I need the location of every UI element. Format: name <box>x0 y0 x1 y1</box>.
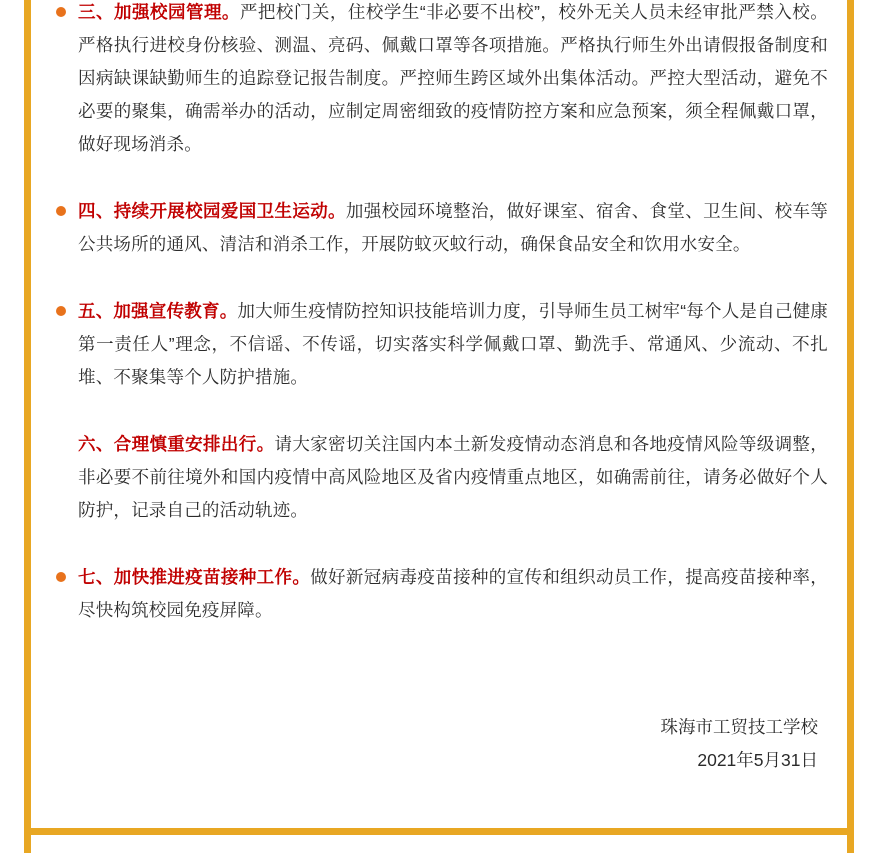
notice-paragraph-7 <box>48 561 828 627</box>
paragraph-text: 请大家密切关注国内本土新发疫情动态消息和各地疫情风险等级调整，非必要不前往境外和国内疫情中高风险地区及省内疫情重点地区，如确需前往，请务必做好个人防护，记录自己的活动轨迹。 <box>78 434 828 520</box>
frame-border-left <box>24 0 31 853</box>
paragraph-text: 做好新冠病毒疫苗接种的宣传和组织动员工作，提高疫苗接种率，尽快构筑校园免疫屏障。 <box>78 567 828 620</box>
frame-border-right <box>847 0 854 853</box>
notice-paragraph-4 <box>48 195 828 261</box>
signature-date: 2021年5月31日 <box>697 750 818 770</box>
frame-corner-bottom-left <box>24 828 31 835</box>
bullet-dot-icon <box>56 306 66 316</box>
signature-block <box>48 711 828 777</box>
bullet-dot-icon <box>56 572 66 582</box>
notice-paragraph-5 <box>48 295 828 394</box>
paragraph-heading: 七、加快推进疫苗接种工作。 <box>78 567 311 587</box>
document-body <box>44 0 834 853</box>
paragraph-text: 加大师生疫情防控知识技能培训力度，引导师生员工树牢“每个人是自己健康第一责任人”理念，不信谣、不传谣，切实落实科学佩戴口罩、勤洗手、常通风、少流动、不扎堆、不聚集等个人防护措施。 <box>78 301 828 387</box>
paragraph-heading: 五、加强宣传教育。 <box>78 301 238 321</box>
paragraph-text: 加强校园环境整治，做好课室、宿舍、食堂、卫生间、校车等公共场所的通风、清洁和消杀工作，开展防蚊灭蚊行动，确保食品安全和饮用水安全。 <box>78 201 829 254</box>
notice-paragraph-6 <box>48 428 828 527</box>
frame-corner-bottom-right <box>847 828 854 835</box>
paragraph-heading: 四、持续开展校园爱国卫生运动。 <box>78 201 346 221</box>
notice-paragraph-3 <box>48 0 828 161</box>
paragraph-text: 严把校门关，住校学生“非必要不出校”，校外无关人员未经审批严禁入校。严格执行进校身份核验、测温、亮码、佩戴口罩等各项措施。严格执行师生外出请假报备制度和因病缺课缺勤师生的追踪登记报告制度。严控师生跨区域外出集体活动。严控大型活动，避免不必要的聚集，确需举办的活动，应制定周密细致的疫情防控方案和应急预案，须全程佩戴口罩，做好现场消杀。 <box>78 2 828 154</box>
paragraph-heading: 三、加强校园管理。 <box>78 2 240 22</box>
signature-organization: 珠海市工贸技工学校 <box>660 717 818 737</box>
bullet-dot-icon <box>56 206 66 216</box>
paragraph-heading: 六、合理慎重安排出行。 <box>78 434 275 454</box>
bullet-dot-icon <box>56 7 66 17</box>
